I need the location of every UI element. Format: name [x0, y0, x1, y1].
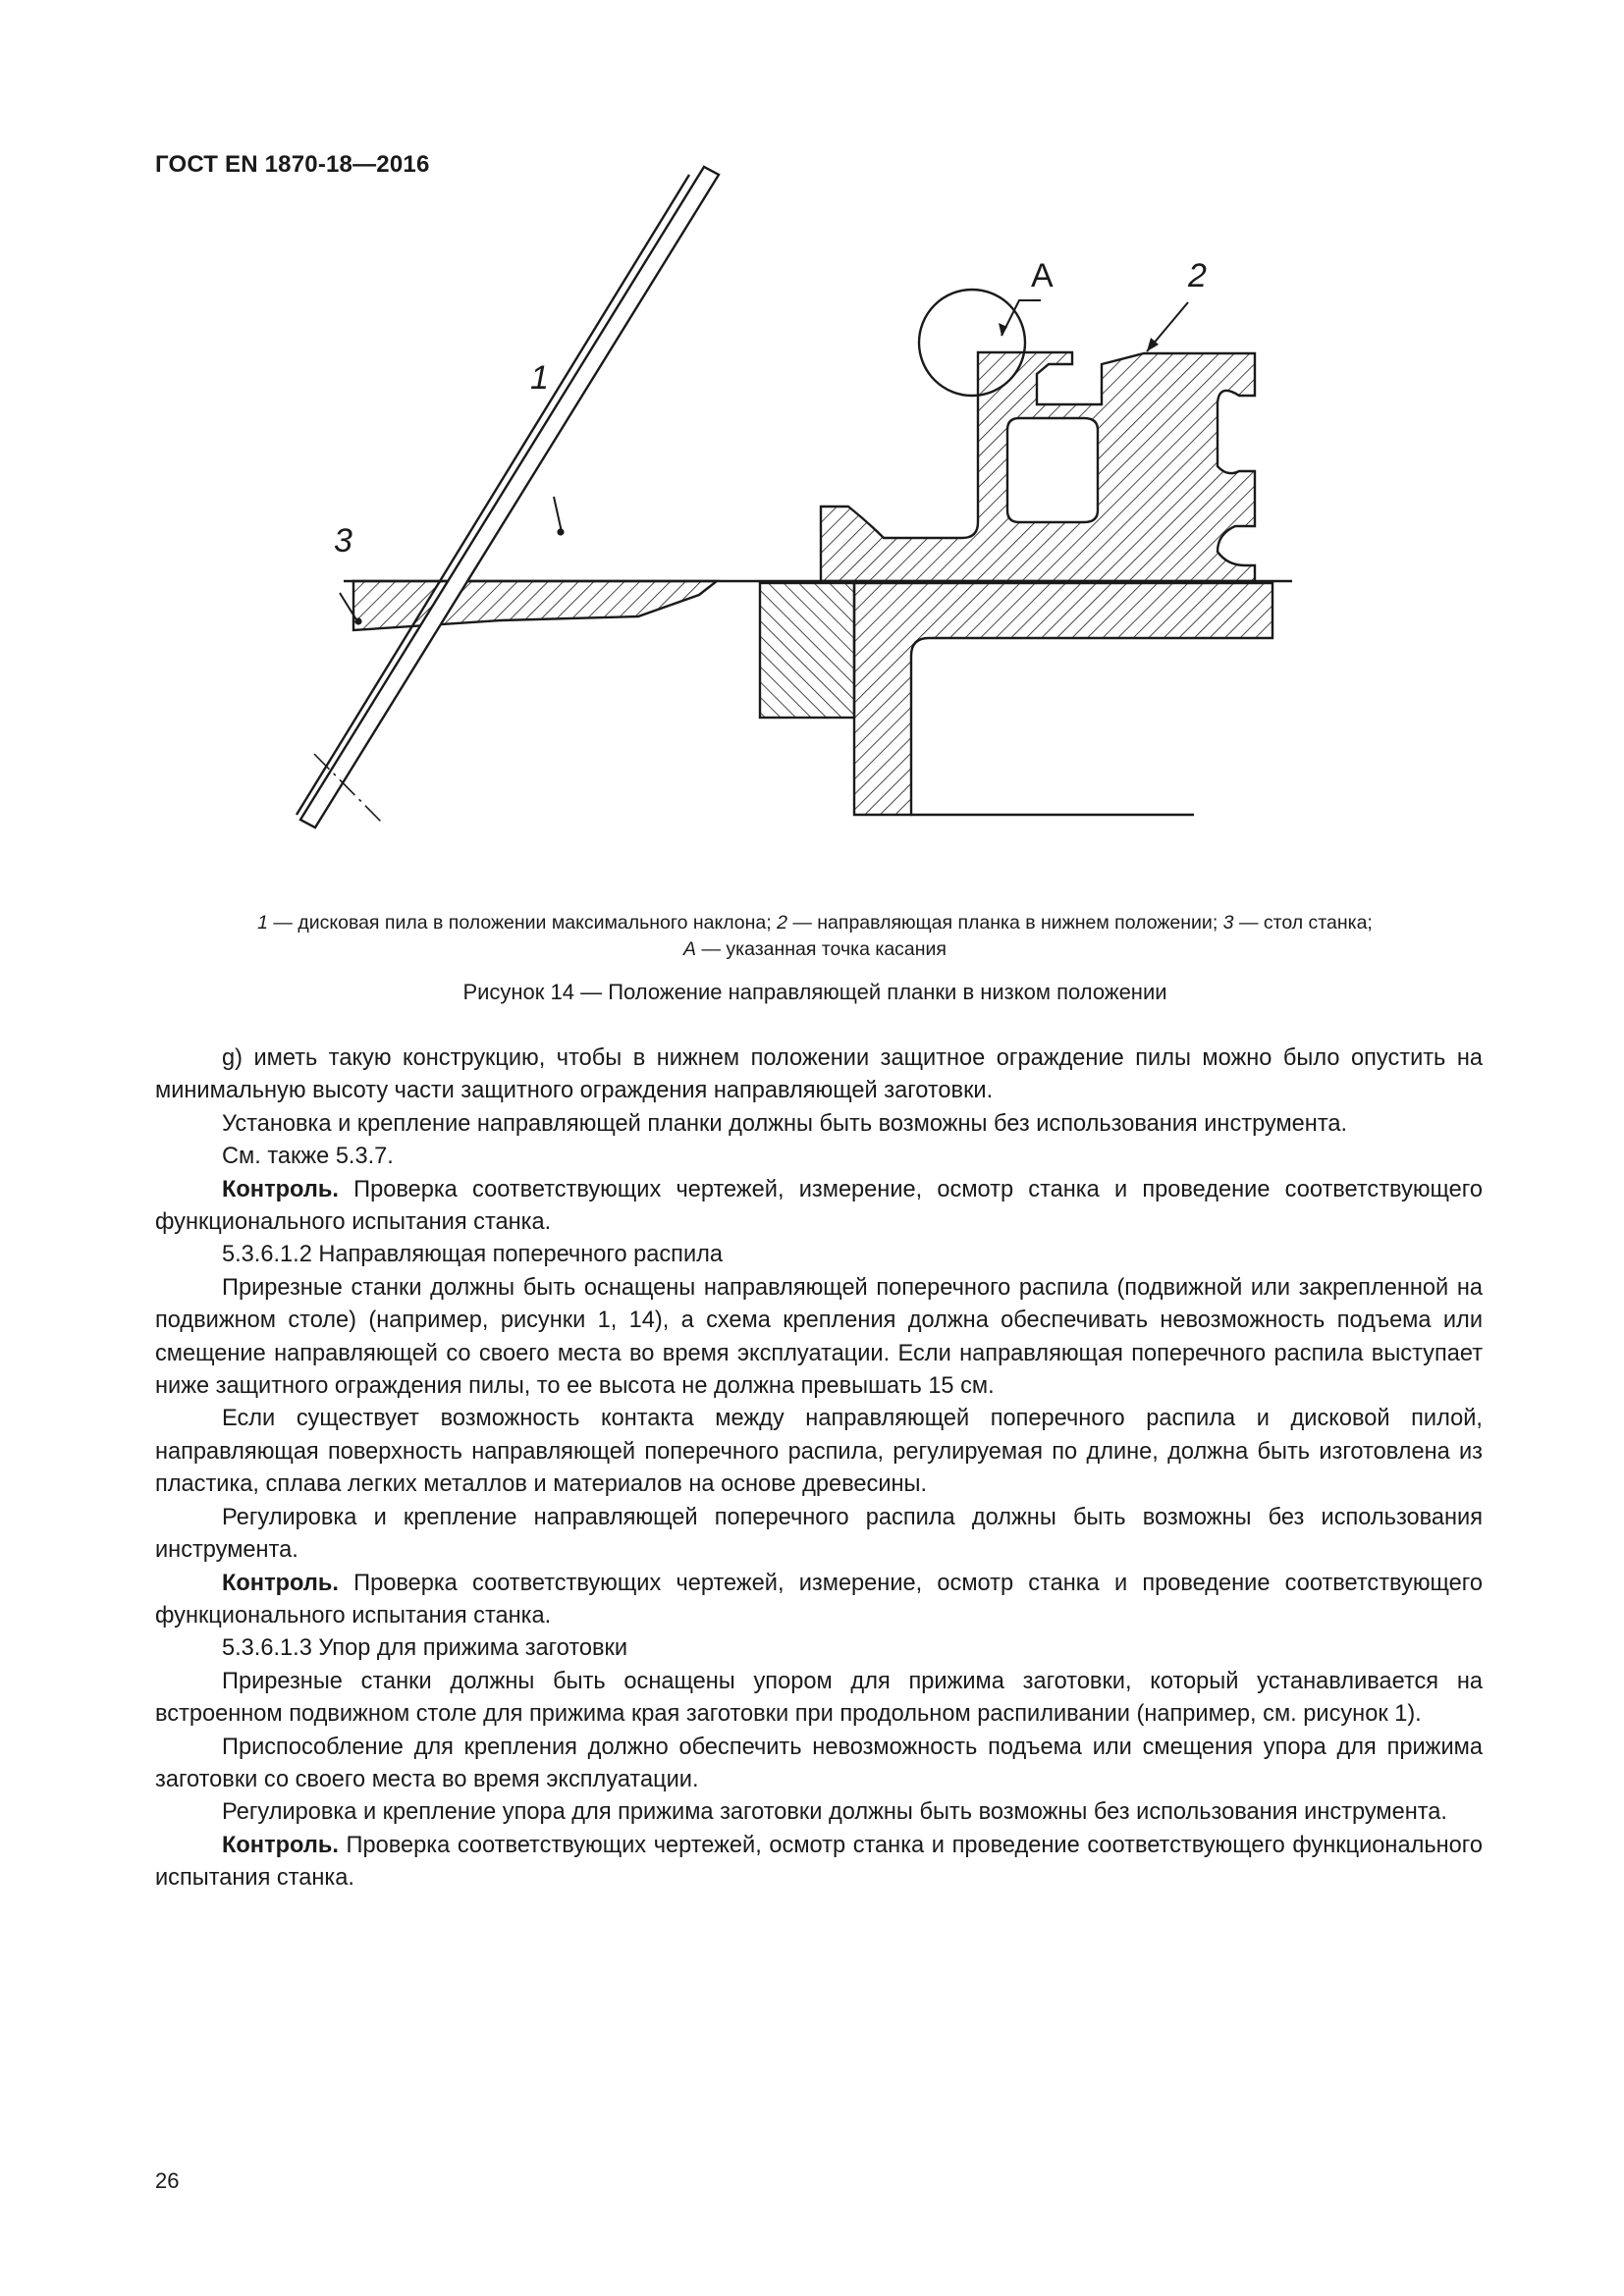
section-heading: 5.3.6.1.3 Упор для прижима заготовки [222, 1635, 628, 1662]
paragraph: См. также 5.3.7. [222, 1144, 394, 1170]
paragraph: Регулировка и крепление упора для прижима заготовки должны быть возможны без использования инструмента. [222, 1799, 1447, 1826]
legend-line-1: 1 — дисковая пила в положении максимального наклона; 2 — направляющая планка в нижнем положении; 3 — стол станка; [257, 912, 1373, 934]
paragraph: Регулировка и крепление направляющей поперечного распила должны быть возможны без использования инструмента. [155, 1504, 1483, 1564]
paragraph: Если существует возможность контакта между направляющей поперечного распила и дисковой пилой, направляющая поверхность направляющей поперечного распила, регулируемая по длине, должна быть изготовлена из пластика, сплава легких металлов и материалов на основе древесины. [155, 1406, 1483, 1498]
figure-legend [147, 910, 1483, 963]
callout-a: A [1031, 257, 1054, 294]
control-label: Контроль. [222, 1832, 339, 1858]
callout-1: 1 [530, 359, 549, 397]
guide-fence-profile [821, 352, 1255, 581]
paragraph: Прирезные станки должны быть оснащены направляющей поперечного распила (подвижной или закрепленной на подвижном столе) (например, рисунки 1, 14), а схема крепления должна обеспечивать невозможность подъема или смещение направляющей со своего места во время эксплуатации. Если направляющая поперечного распила выступает ниже защитного ограждения пилы, то ее высота не должна превышать 15 см. [155, 1274, 1483, 1400]
technical-drawing [334, 236, 1286, 883]
document-body [155, 1042, 1483, 1896]
paragraph: Контроль. Проверка соответствующих чертежей, осмотр станка и проведение соответствующего функционального испытания станка. [155, 1832, 1483, 1892]
document-header: ГОСТ EN 1870-18—2016 [155, 151, 430, 178]
saw-blade [300, 167, 719, 828]
section-heading: 5.3.6.1.2 Направляющая поперечного распила [222, 1242, 724, 1268]
legend-line-2: A — указанная точка касания [683, 938, 947, 960]
paragraph: Прирезные станки должны быть оснащены упором для прижима заготовки, который устанавливается на встроенном подвижном столе для прижима края заготовки при продольном распиливании (например, см. рисунок 1). [155, 1668, 1483, 1728]
saw-blade-edge-left [297, 175, 689, 815]
callout-3: 3 [334, 522, 352, 560]
paragraph: Установка и крепление направляющей планки должны быть возможны без использования инструмента. [222, 1110, 1348, 1137]
paragraph: Приспособление для крепления должно обеспечить невозможность подъема или смещения упора для прижима заготовки со своего места во время эксплуатации. [155, 1734, 1483, 1792]
figure-caption: Рисунок 14 — Положение направляющей планки в низком положении [462, 980, 1167, 1004]
contact-point-circle [919, 290, 1025, 396]
leader-1 [554, 497, 562, 532]
control-label: Контроль. [222, 1176, 339, 1202]
page-number: 26 [155, 2168, 180, 2193]
paragraph: g) иметь такую конструкцию, чтобы в нижнем положении защитное ограждение пилы можно было опустить на минимальную высоту части защитного ограждения направляющей заготовки. [155, 1045, 1483, 1104]
figure-14 [334, 236, 1286, 883]
paragraph: Контроль. Проверка соответствующих чертежей, измерение, осмотр станка и проведение соответствующего функционального испытания станка. [155, 1570, 1483, 1629]
paragraph: Контроль. Проверка соответствующих чертежей, измерение, осмотр станка и проведение соответствующего функционального испытания станка. [155, 1176, 1483, 1236]
sliding-table-block [760, 583, 854, 718]
machine-table-section [353, 581, 717, 630]
leader-a [1001, 300, 1041, 336]
callout-2: 2 [1188, 257, 1207, 294]
frame-profile [854, 583, 1272, 815]
control-label: Контроль. [222, 1570, 339, 1596]
